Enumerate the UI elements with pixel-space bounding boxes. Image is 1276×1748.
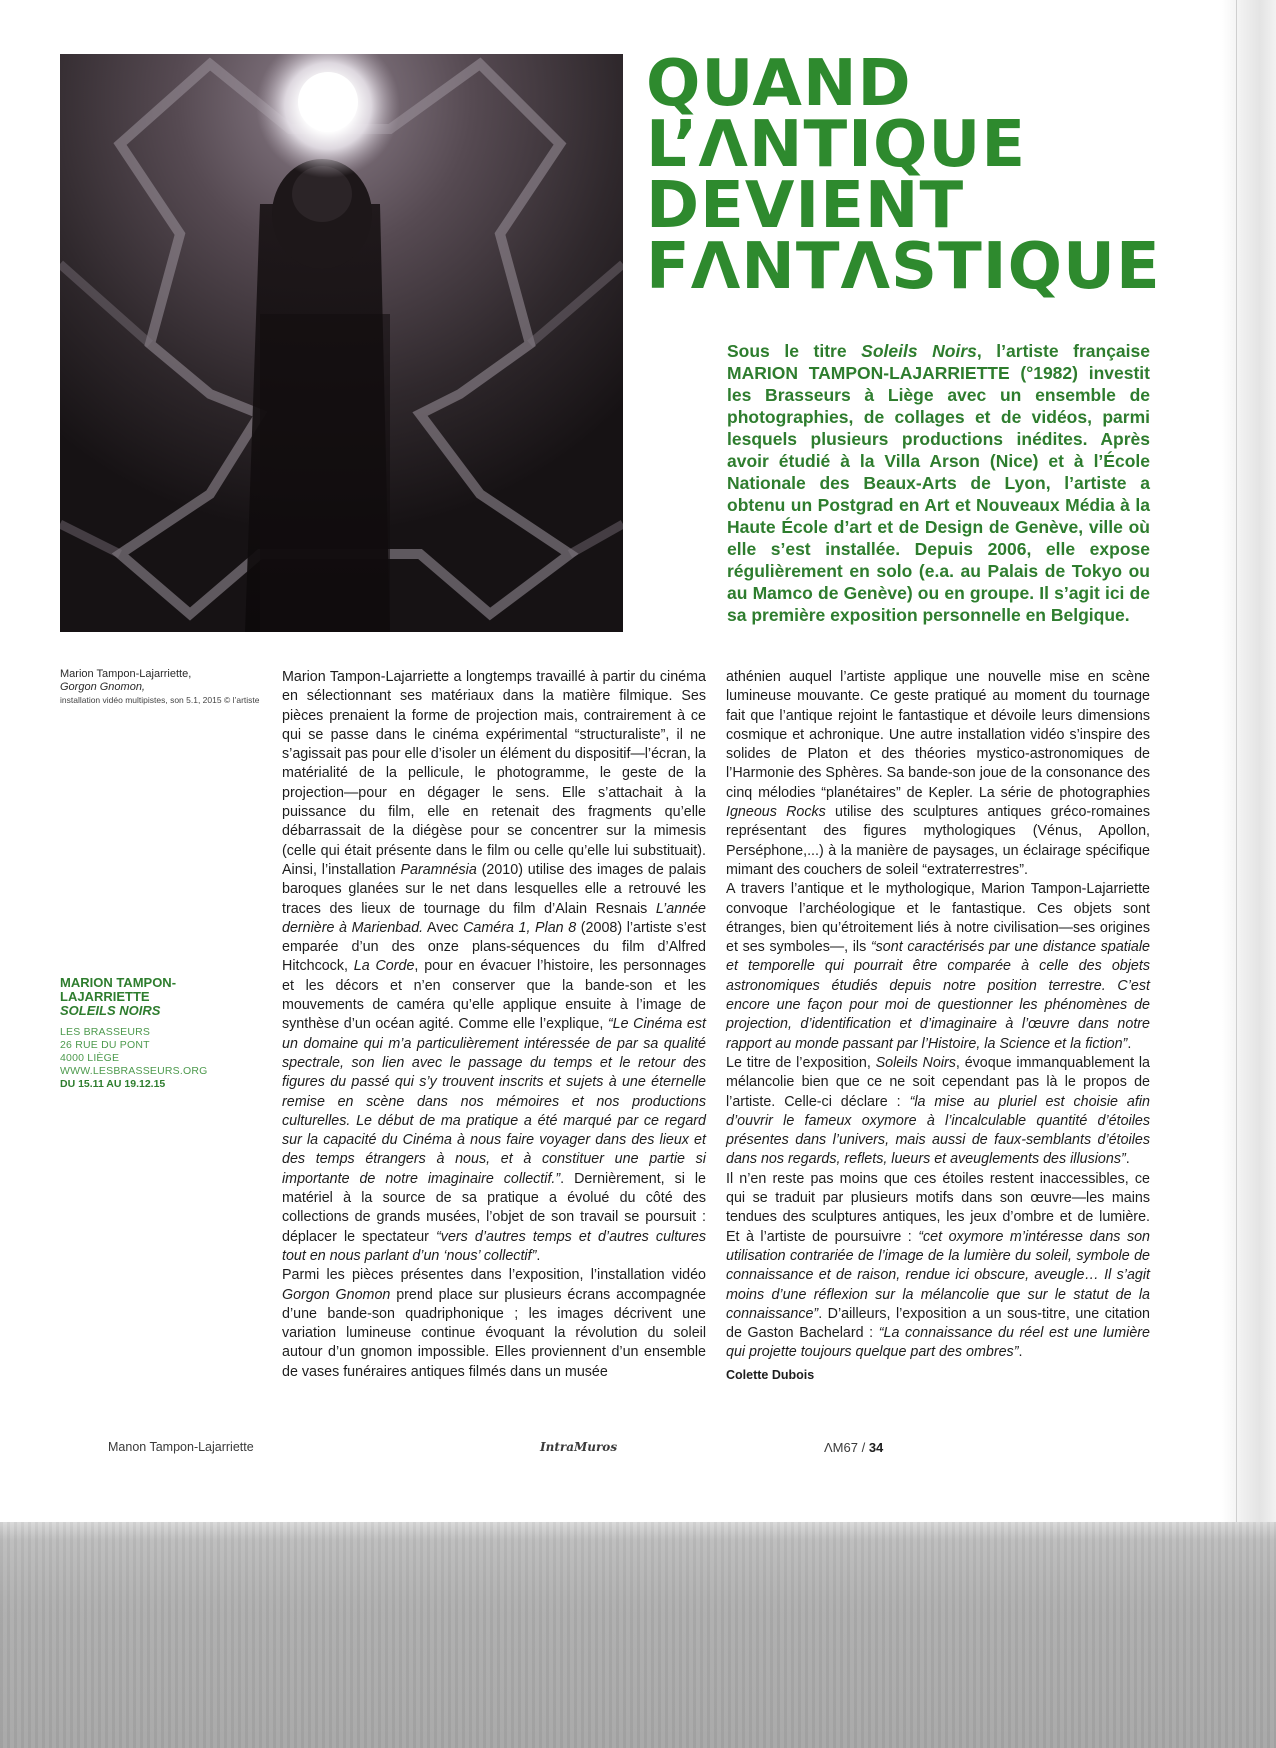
intro-text-rest: , l’artiste française MARION TAMPON-LAJARRIETTE (°1982) investit les Brasseurs à Liège avec un ensemble de photographies, de collages et de vidéos, parmi lesquels plusieurs productions inédites. Après avoir étudié à la Villa Arson (Nice) et à l’École Nationale des Beaux-Arts de Lyon, l’artiste a obtenu un Postgrad en Art et Nouveaux Média à la Haute École d’art et de Design de Genève, ville où elle s’est installée. Depuis 2006, elle expose régulièrement en solo (e.a. au Palais de Tokyo ou au Mamco de Genève) ou en groupe. Il s’agit ici de sa première exposition personnelle en Belgique.	[727, 341, 1150, 625]
headline-line-4: FΛNTΛSTIQUE	[646, 230, 1161, 304]
paragraph: Marion Tampon-Lajarriette a longtemps travaillé à partir du cinéma en sélectionnant ses matériaux dans la matière filmique. Ses pièces prenaient la forme de projection mais, contrairement à ce qui se passe dans le cinéma expérimental “structuraliste”, il ne s’agissait pas pour elle d’isoler un élément du dispositif—l’écran, la matérialité de la pellicule, le photogramme, le geste de la projection—pour en dégager le sens. Elle s’attachait à la puissance du film, elle en retenait des fragments qu’elle débarrassait de la diégèse pour se concentrer sur la mimesis (celle qui était présente dans le film ou celle qu’elle lui substituait). Ainsi, l’installation Paramnésia (2010) utilise des images de palais baroques glanées sur le net dans lesquelles elle a retrouvé les traces des lieux de tournage du film d’Alain Resnais L’année dernière à Marienbad. Avec Caméra 1, Plan 8 (2008) l’artiste s’est emparée d’un des onze plans-séquences du film d’Alfred Hitchcock, La Corde, pour en évacuer l’histoire, les personnages et les décors et n’en conserver que la bande-son et les mouvements de caméra qu’elle applique ensuite à l’image de synthèse d’un océan agité. Comme elle l’explique, “Le Cinéma est un domaine qui m’a particulièrement intéressée de par sa qualité spectrale, son lien avec le passage du temps et le retour des figures du passé qui s’y trouvent inscrits et sujets à une éternelle remise en scène dans nos mémoires et nos productions culturelles. Le début de ma pratique a été marqué par ce regard sur la capacité du Cinéma à nous faire voyager dans des lieux et des temps étrangers à nous, et à constituer une partie si importante de notre imaginaire collectif.”. Dernièrement, si le matériel à la source de sa pratique a évolué du côté des collections de grands musées, l’objet de son travail se poursuit : déplacer le spectateur “vers d’autres temps et d’autres cultures tout en nous parlant d’un ‘nous’ collectif”.	[282, 669, 707, 1264]
article-column-2	[726, 668, 1150, 1385]
footer-page-number	[824, 1440, 883, 1455]
paragraph: Il n’en reste pas moins que ces étoiles restent inaccessibles, ce qui se traduit par plusieurs motifs dans son œuvre—les mains tendues des sculptures antiques, les jeux d’ombre et de lumière. Et à l’artiste de poursuivre : “cet oxymore m’intéresse dans son utilisation contrariée de l’image de la lumière du soleil, symbole de connaissance et de raison, rendue ici obscure, aveugle… Il s’agit moins d’une réflexion sur la mélancolie que sur le statut de la connaissance”. D’ailleurs, l’exposition a un sous-titre, une citation de Gaston Bachelard : “La connaissance du réel est une lumière qui projette toujours quelque part des ombres”.	[726, 1170, 1150, 1361]
photo-caption	[60, 668, 290, 707]
paragraph: Parmi les pièces présentes dans l’exposition, l’installation vidéo Gorgon Gnomon prend place sur plusieurs écrans accompagnée d’une bande-son quadriphonique ; les images décrivent une variation lumineuse continue évoquant la révolution du soleil autour d’un gnomon impossible. Elles proviennent d’un ensemble de vases funéraires antiques filmés dans un musée	[282, 1267, 706, 1380]
caption-artist: Marion Tampon-Lajarriette,	[60, 668, 192, 680]
info-website-link[interactable]: WWW.LESBRASSEURS.ORG	[60, 1065, 208, 1077]
info-venue: LES BRASSEURS	[60, 1026, 151, 1038]
page-edge-line	[1236, 0, 1237, 1525]
headline-line-1: QUAND	[646, 47, 912, 121]
gorgon-gnomon-image	[60, 54, 623, 632]
info-street: 26 RUE DU PONT	[60, 1039, 150, 1051]
caption-details: installation vidéo multipistes, son 5.1, 2015 © l’artiste	[60, 695, 260, 705]
scanner-background	[0, 1522, 1276, 1748]
intro-text-start: Sous le titre	[727, 341, 862, 361]
article-author: Colette Dubois	[726, 1367, 815, 1382]
article-intro	[727, 340, 1150, 626]
headline-line-2: L’ΛNTIQUE	[646, 108, 1027, 182]
headline-line-3: DEVIENT	[646, 169, 965, 243]
article-column-1	[282, 668, 706, 1382]
paragraph: Le titre de l’exposition, Soleils Noirs, évoque immanquablement la mélancolie bien que ce ne soit cependant pas là le propos de l’artiste. Celle-ci déclare : “la mise au pluriel est choisie afin d’ouvrir le fameux oxymore à l’incalculable quantité d’étoiles présentes dans l’univers, mais aussi de faux-semblants d’étoiles dans nos regards, reflets, lueurs et aveuglements des illusions”.	[726, 1054, 1150, 1168]
intro-exhibition-title: Soleils Noirs	[861, 341, 977, 361]
footer-artist-name: Manon Tampon-Lajarriette	[108, 1440, 254, 1454]
footer-section-name: IntraMuros	[540, 1440, 618, 1454]
exhibition-info	[60, 976, 260, 1091]
article-headline	[646, 47, 1226, 304]
paragraph: athénien auquel l’artiste applique une nouvelle mise en scène lumineuse mouvante. Ce geste pratiqué au moment du tournage fait que l’antique rejoint le fantastique et dévoile leurs dimensions cosmique et achronique. Une autre installation vidéo s’inspire des solides de Platon et des théories mystico-astronomiques de l’Harmonie des Sphères. Sa bande-son joue de la consonance des cinq mélodies “planétaires” de Kepler. La série de photographies Igneous Rocks utilise des sculptures antiques gréco-romaines représentant des figures mythologiques (Vénus, Apollon, Perséphone,...) à la manière de paysages, un éclairage spécifique mimant des couchers de soleil “extraterrestres”.	[726, 669, 1150, 878]
artwork-photo	[60, 54, 623, 632]
info-city: 4000 LIÈGE	[60, 1052, 120, 1064]
info-exhibition-title: SOLEILS NOIRS	[60, 1003, 161, 1018]
caption-work: Gorgon Gnomon,	[60, 681, 145, 693]
info-artist-name: MARION TAMPON-LAJARRIETTE	[60, 975, 177, 1004]
paragraph: A travers l’antique et le mythologique, Marion Tampon-Lajarriette convoque l’archéologique et le fantastique. Ces objets sont étranges, bien qu’étroitement liés à notre civilisation—ses origines et ses symboles—, ils “sont caractérisés par une distance spatiale et temporelle qui pourrait être comparée à celle des objets astronomiques étudiés depuis notre position terrestre. C’est encore une façon pour moi de questionner les phénomènes de projection, d’identification et d’imaginaire à l’œuvre dans notre rapport au monde passant par l’Histoire, la Science et la fiction”.	[726, 881, 1150, 1052]
info-dates: DU 15.11 AU 19.12.15	[60, 1078, 166, 1090]
footer-page: 34	[868, 1440, 884, 1455]
page-edge-shadow	[1222, 0, 1276, 1525]
footer-issue: ΛM67 /	[824, 1440, 869, 1455]
